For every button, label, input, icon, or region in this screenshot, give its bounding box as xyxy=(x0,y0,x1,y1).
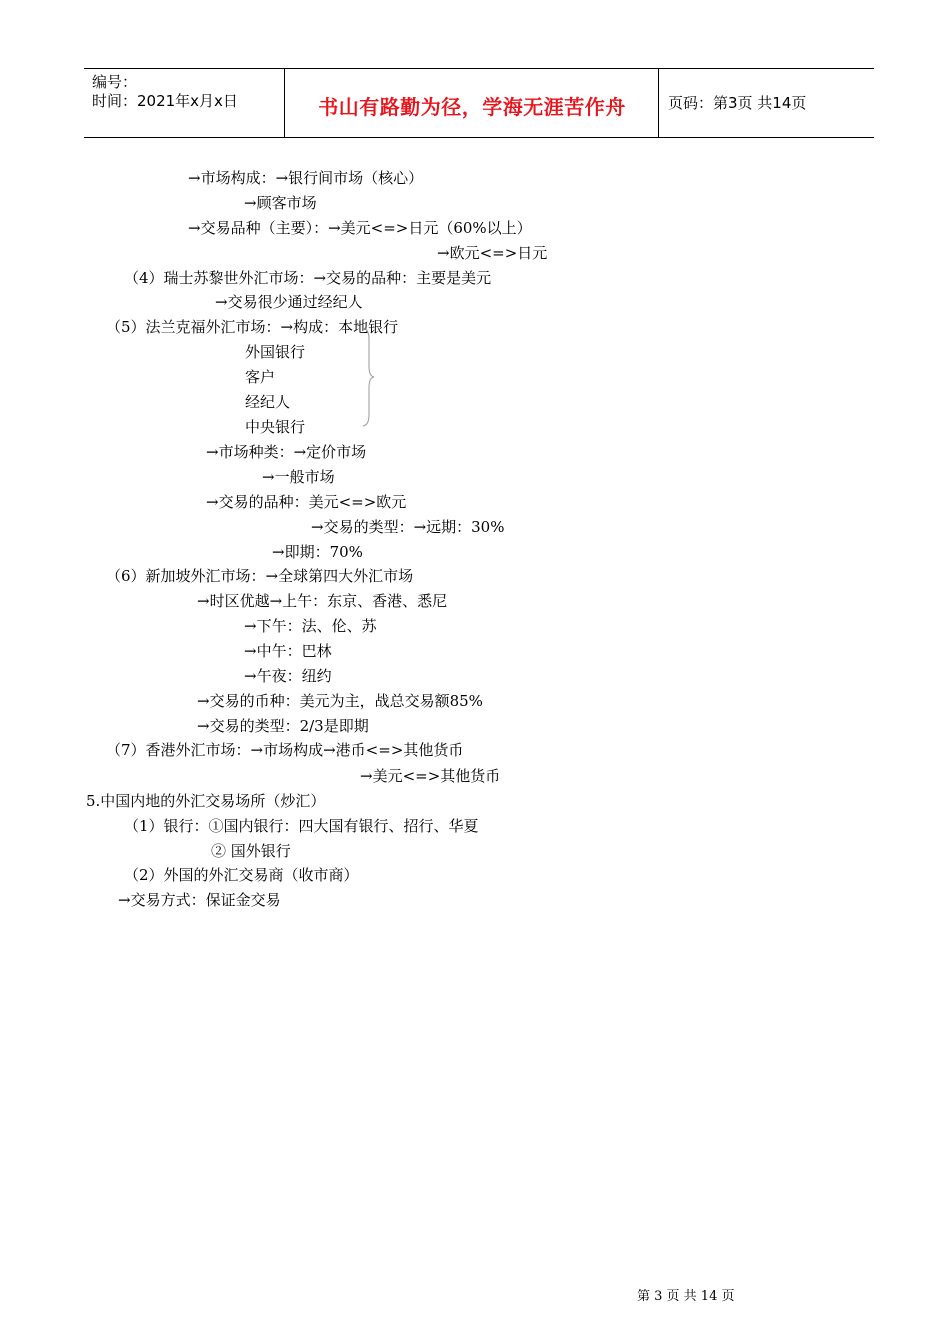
text-line: →顾客市场 xyxy=(244,194,317,212)
page-header xyxy=(84,68,874,138)
text-line: 中央银行 xyxy=(245,418,306,436)
text-line: →欧元<=>日元 xyxy=(437,244,548,262)
text-line: →交易品种（主要）：→美元<=>日元（60%以上） xyxy=(188,219,532,237)
time-label: 时间：2021年x月x日 xyxy=(92,92,238,110)
text-line: →一般市场 xyxy=(262,468,335,486)
header-motto-cell xyxy=(285,69,659,137)
text-line: →交易的品种：美元<=>欧元 xyxy=(206,493,407,511)
number-label: 编号： xyxy=(92,73,138,91)
section-heading: （7）香港外汇市场：→市场构成→港币<=>其他货币 xyxy=(106,741,464,759)
text-line: →美元<=>其他货币 xyxy=(360,767,501,785)
text-line: 外国银行 xyxy=(245,343,306,361)
text-line: →下午：法、伦、苏 xyxy=(244,617,377,635)
header-page-cell xyxy=(659,69,874,137)
page-footer: 第 3 页 共 14 页 xyxy=(637,1289,735,1304)
text-line: →即期：70% xyxy=(272,543,363,561)
text-line: →市场构成：→银行间市场（核心） xyxy=(188,169,424,187)
text-line: 客户 xyxy=(245,368,276,386)
text-line: →午夜：纽约 xyxy=(244,667,332,685)
page-info: 页码：第3页 共14页 xyxy=(668,94,807,112)
text-line: →交易很少通过经纪人 xyxy=(215,293,363,311)
curly-brace-icon xyxy=(360,327,376,427)
text-line: →交易的类型：2/3是即期 xyxy=(197,717,369,735)
text-line: （2）外国的外汇交易商（收市商） xyxy=(124,866,359,884)
text-line: →交易的类型：→远期：30% xyxy=(311,518,505,536)
text-line: →时区优越→上午：东京、香港、悉尼 xyxy=(197,592,448,610)
text-line: →交易的币种：美元为主，战总交易额85% xyxy=(197,692,483,710)
header-meta-cell xyxy=(84,69,285,137)
section-heading: （6）新加坡外汇市场：→全球第四大外汇市场 xyxy=(106,567,414,585)
section-heading: （5）法兰克福外汇市场：→构成：本地银行 xyxy=(106,318,399,336)
section-heading: 5.中国内地的外汇交易场所（炒汇） xyxy=(86,792,326,810)
text-line: （4）瑞士苏黎世外汇市场：→交易的品种：主要是美元 xyxy=(124,269,492,287)
text-line: 经纪人 xyxy=(245,393,291,411)
text-line: →交易方式：保证金交易 xyxy=(118,891,281,909)
text-line: →中午：巴林 xyxy=(244,642,332,660)
motto: 书山有路勤为径，学海无涯苦作舟 xyxy=(318,95,626,119)
text-line: →市场种类：→定价市场 xyxy=(206,443,367,461)
text-line: ② 国外银行 xyxy=(211,842,291,860)
text-line: （1）银行：①国内银行：四大国有银行、招行、华夏 xyxy=(124,817,479,835)
